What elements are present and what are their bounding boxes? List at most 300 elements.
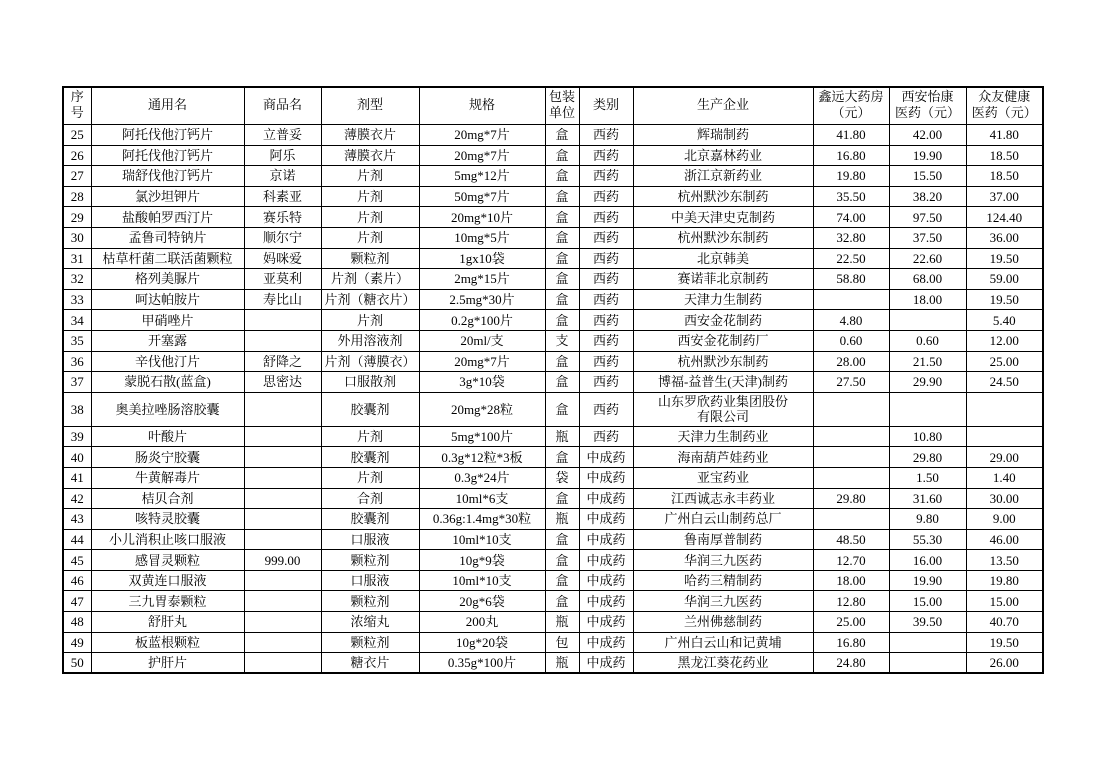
cell-spec: 0.3g*24片 — [419, 467, 545, 488]
table-row — [63, 612, 1043, 633]
cell-category: 中成药 — [579, 653, 633, 674]
cell-dosage-form: 片剂 — [321, 310, 419, 331]
table-row — [63, 351, 1043, 372]
cell-manufacturer: 浙江京新药业 — [633, 166, 813, 187]
cell-generic-name: 奥美拉唑肠溶胶囊 — [91, 392, 244, 426]
cell-price-xinyuanda: 35.50 — [813, 186, 889, 207]
cell-dosage-form: 片剂 — [321, 207, 419, 228]
table-row — [63, 330, 1043, 351]
cell-seq: 41 — [63, 467, 91, 488]
cell-seq: 44 — [63, 529, 91, 550]
cell-price-yikang: 9.80 — [889, 509, 966, 530]
cell-unit: 盒 — [545, 227, 579, 248]
cell-dosage-form: 口服液 — [321, 570, 419, 591]
cell-unit: 支 — [545, 330, 579, 351]
table-header-row — [63, 87, 1043, 125]
cell-seq: 31 — [63, 248, 91, 269]
cell-category: 中成药 — [579, 467, 633, 488]
cell-dosage-form: 颗粒剂 — [321, 550, 419, 571]
cell-spec: 10g*9袋 — [419, 550, 545, 571]
cell-seq: 36 — [63, 351, 91, 372]
header-label: 通用名 — [147, 98, 187, 113]
cell-price-yikang: 19.90 — [889, 145, 966, 166]
cell-price-xinyuanda: 29.80 — [813, 488, 889, 509]
cell-unit: 盒 — [545, 488, 579, 509]
cell-unit: 盒 — [545, 166, 579, 187]
cell-spec: 10ml*10支 — [419, 570, 545, 591]
cell-seq: 48 — [63, 612, 91, 633]
header-label: 规格 — [468, 98, 495, 113]
cell-generic-name: 感冒灵颗粒 — [91, 550, 244, 571]
cell-manufacturer: 哈药三精制药 — [633, 570, 813, 591]
cell-dosage-form: 口服散剂 — [321, 372, 419, 393]
cell-price-yikang: 21.50 — [889, 351, 966, 372]
cell-unit: 盒 — [545, 145, 579, 166]
cell-manufacturer: 天津力生制药 — [633, 289, 813, 310]
cell-price-yikang: 68.00 — [889, 269, 966, 290]
cell-price-zhongyou: 36.00 — [966, 227, 1043, 248]
cell-price-yikang: 15.00 — [889, 591, 966, 612]
cell-price-zhongyou: 18.50 — [966, 166, 1043, 187]
cell-price-yikang: 15.50 — [889, 166, 966, 187]
table-row — [63, 591, 1043, 612]
cell-price-zhongyou: 19.50 — [966, 632, 1043, 653]
cell-price-xinyuanda: 24.80 — [813, 653, 889, 674]
cell-seq: 29 — [63, 207, 91, 228]
cell-spec: 50mg*7片 — [419, 186, 545, 207]
cell-spec: 5mg*12片 — [419, 166, 545, 187]
cell-price-xinyuanda — [813, 467, 889, 488]
header-label: 类别 — [592, 98, 619, 113]
cell-category: 西药 — [579, 186, 633, 207]
cell-category: 中成药 — [579, 570, 633, 591]
header-label: 包装 — [548, 90, 575, 105]
cell-seq: 25 — [63, 125, 91, 146]
cell-price-zhongyou — [966, 392, 1043, 426]
cell-price-zhongyou: 19.80 — [966, 570, 1043, 591]
cell-generic-name: 双黄连口服液 — [91, 570, 244, 591]
cell-spec: 5mg*100片 — [419, 426, 545, 447]
table-row — [63, 488, 1043, 509]
cell-generic-name: 盐酸帕罗西汀片 — [91, 207, 244, 228]
cell-price-xinyuanda: 48.50 — [813, 529, 889, 550]
cell-price-zhongyou: 18.50 — [966, 145, 1043, 166]
cell-dosage-form: 胶囊剂 — [321, 447, 419, 468]
cell-category: 中成药 — [579, 447, 633, 468]
cell-generic-name: 格列美脲片 — [91, 269, 244, 290]
cell-brand — [244, 447, 321, 468]
header-label: 鑫远大药房 — [818, 90, 884, 105]
cell-price-zhongyou: 41.80 — [966, 125, 1043, 146]
cell-spec: 20mg*7片 — [419, 145, 545, 166]
cell-category: 西药 — [579, 145, 633, 166]
cell-unit: 袋 — [545, 467, 579, 488]
cell-unit: 盒 — [545, 591, 579, 612]
cell-price-zhongyou: 19.50 — [966, 248, 1043, 269]
cell-category: 中成药 — [579, 488, 633, 509]
header-label: 生产企业 — [696, 98, 749, 113]
cell-dosage-form: 片剂 — [321, 166, 419, 187]
cell-category: 西药 — [579, 166, 633, 187]
cell-price-xinyuanda: 4.80 — [813, 310, 889, 331]
table-row — [63, 125, 1043, 146]
cell-dosage-form: 薄膜衣片 — [321, 145, 419, 166]
table-row — [63, 310, 1043, 331]
cell-brand — [244, 632, 321, 653]
cell-generic-name: 孟鲁司特钠片 — [91, 227, 244, 248]
cell-price-zhongyou: 30.00 — [966, 488, 1043, 509]
cell-price-zhongyou: 15.00 — [966, 591, 1043, 612]
cell-brand: 思密达 — [244, 372, 321, 393]
cell-spec: 20mg*7片 — [419, 351, 545, 372]
cell-manufacturer: 杭州默沙东制药 — [633, 351, 813, 372]
cell-manufacturer: 中美天津史克制药 — [633, 207, 813, 228]
cell-price-zhongyou: 24.50 — [966, 372, 1043, 393]
cell-price-xinyuanda: 22.50 — [813, 248, 889, 269]
cell-price-yikang — [889, 653, 966, 674]
table-row — [63, 467, 1043, 488]
cell-category: 中成药 — [579, 550, 633, 571]
cell-unit: 盒 — [545, 186, 579, 207]
header-price-zhongyou — [966, 87, 1043, 125]
cell-seq: 40 — [63, 447, 91, 468]
cell-unit: 盒 — [545, 529, 579, 550]
cell-price-xinyuanda — [813, 392, 889, 426]
cell-price-yikang: 1.50 — [889, 467, 966, 488]
cell-price-xinyuanda — [813, 447, 889, 468]
cell-category: 西药 — [579, 125, 633, 146]
table-row — [63, 145, 1043, 166]
cell-unit: 盒 — [545, 550, 579, 571]
cell-brand: 京诺 — [244, 166, 321, 187]
cell-unit: 盒 — [545, 269, 579, 290]
cell-price-xinyuanda: 58.80 — [813, 269, 889, 290]
cell-price-yikang — [889, 310, 966, 331]
cell-seq: 30 — [63, 227, 91, 248]
header-brand — [244, 87, 321, 125]
cell-unit: 包 — [545, 632, 579, 653]
cell-price-zhongyou: 40.70 — [966, 612, 1043, 633]
cell-spec: 1gx10袋 — [419, 248, 545, 269]
header-price-yikang — [889, 87, 966, 125]
cell-unit: 盒 — [545, 570, 579, 591]
cell-price-yikang: 29.90 — [889, 372, 966, 393]
cell-spec: 200丸 — [419, 612, 545, 633]
table-row — [63, 392, 1043, 426]
cell-brand — [244, 570, 321, 591]
cell-seq: 37 — [63, 372, 91, 393]
cell-brand: 科素亚 — [244, 186, 321, 207]
cell-generic-name: 板蓝根颗粒 — [91, 632, 244, 653]
cell-dosage-form: 浓缩丸 — [321, 612, 419, 633]
cell-price-xinyuanda: 0.60 — [813, 330, 889, 351]
cell-spec: 0.2g*100片 — [419, 310, 545, 331]
cell-dosage-form: 薄膜衣片 — [321, 125, 419, 146]
cell-manufacturer: 海南葫芦娃药业 — [633, 447, 813, 468]
cell-price-yikang: 19.90 — [889, 570, 966, 591]
cell-seq: 47 — [63, 591, 91, 612]
cell-generic-name: 瑞舒伐他汀钙片 — [91, 166, 244, 187]
cell-price-yikang: 0.60 — [889, 330, 966, 351]
cell-generic-name: 阿托伐他汀钙片 — [91, 125, 244, 146]
cell-price-xinyuanda: 16.80 — [813, 145, 889, 166]
cell-category: 西药 — [579, 227, 633, 248]
cell-spec: 3g*10袋 — [419, 372, 545, 393]
cell-manufacturer: 江西诚志永丰药业 — [633, 488, 813, 509]
cell-generic-name: 小儿消积止咳口服液 — [91, 529, 244, 550]
cell-unit: 盒 — [545, 392, 579, 426]
cell-seq: 45 — [63, 550, 91, 571]
cell-manufacturer: 天津力生制药业 — [633, 426, 813, 447]
cell-dosage-form: 颗粒剂 — [321, 248, 419, 269]
price-table — [62, 86, 1044, 674]
cell-category: 西药 — [579, 392, 633, 426]
cell-price-zhongyou: 46.00 — [966, 529, 1043, 550]
cell-category: 西药 — [579, 351, 633, 372]
cell-seq: 39 — [63, 426, 91, 447]
cell-unit: 瓶 — [545, 509, 579, 530]
cell-brand: 寿比山 — [244, 289, 321, 310]
cell-price-zhongyou: 19.50 — [966, 289, 1043, 310]
cell-spec: 20mg*7片 — [419, 125, 545, 146]
cell-dosage-form: 胶囊剂 — [321, 509, 419, 530]
cell-seq: 32 — [63, 269, 91, 290]
cell-manufacturer: 杭州默沙东制药 — [633, 227, 813, 248]
header-label: 医药（元） — [971, 106, 1037, 121]
cell-price-yikang: 97.50 — [889, 207, 966, 228]
cell-seq: 50 — [63, 653, 91, 674]
cell-generic-name: 牛黄解毒片 — [91, 467, 244, 488]
table-row — [63, 570, 1043, 591]
cell-generic-name: 蒙脱石散(蓝盒) — [91, 372, 244, 393]
cell-dosage-form: 片剂（薄膜衣） — [321, 351, 419, 372]
cell-category: 西药 — [579, 310, 633, 331]
cell-price-yikang: 18.00 — [889, 289, 966, 310]
cell-price-xinyuanda: 27.50 — [813, 372, 889, 393]
cell-price-xinyuanda: 41.80 — [813, 125, 889, 146]
cell-price-yikang: 16.00 — [889, 550, 966, 571]
cell-dosage-form: 合剂 — [321, 488, 419, 509]
cell-category: 中成药 — [579, 632, 633, 653]
table-row — [63, 632, 1043, 653]
cell-seq: 33 — [63, 289, 91, 310]
cell-manufacturer: 杭州默沙东制药 — [633, 186, 813, 207]
cell-unit: 盒 — [545, 207, 579, 228]
cell-dosage-form: 片剂 — [321, 467, 419, 488]
cell-dosage-form: 颗粒剂 — [321, 632, 419, 653]
cell-unit: 瓶 — [545, 426, 579, 447]
header-category — [579, 87, 633, 125]
cell-price-xinyuanda — [813, 509, 889, 530]
cell-seq: 46 — [63, 570, 91, 591]
cell-price-zhongyou: 13.50 — [966, 550, 1043, 571]
cell-manufacturer: 兰州佛慈制药 — [633, 612, 813, 633]
cell-price-xinyuanda: 28.00 — [813, 351, 889, 372]
cell-unit: 盒 — [545, 447, 579, 468]
cell-manufacturer: 黑龙江葵花药业 — [633, 653, 813, 674]
cell-unit: 盒 — [545, 372, 579, 393]
cell-dosage-form: 片剂 — [321, 227, 419, 248]
cell-spec: 20ml/支 — [419, 330, 545, 351]
cell-price-yikang: 38.20 — [889, 186, 966, 207]
cell-price-yikang: 31.60 — [889, 488, 966, 509]
cell-spec: 0.35g*100片 — [419, 653, 545, 674]
cell-spec: 2.5mg*30片 — [419, 289, 545, 310]
cell-brand — [244, 467, 321, 488]
cell-price-yikang — [889, 392, 966, 426]
cell-price-zhongyou: 9.00 — [966, 509, 1043, 530]
cell-brand — [244, 612, 321, 633]
table-row — [63, 550, 1043, 571]
cell-unit: 盒 — [545, 248, 579, 269]
cell-spec: 0.36g:1.4mg*30粒 — [419, 509, 545, 530]
cell-price-zhongyou — [966, 426, 1043, 447]
cell-seq: 42 — [63, 488, 91, 509]
cell-price-zhongyou: 25.00 — [966, 351, 1043, 372]
header-manufacturer — [633, 87, 813, 125]
cell-category: 中成药 — [579, 591, 633, 612]
cell-category: 西药 — [579, 269, 633, 290]
cell-spec: 10mg*5片 — [419, 227, 545, 248]
header-label: （元） — [831, 106, 871, 121]
cell-manufacturer: 北京嘉林药业 — [633, 145, 813, 166]
cell-manufacturer: 辉瑞制药 — [633, 125, 813, 146]
cell-price-xinyuanda: 12.80 — [813, 591, 889, 612]
cell-price-zhongyou: 59.00 — [966, 269, 1043, 290]
cell-seq: 34 — [63, 310, 91, 331]
cell-seq: 27 — [63, 166, 91, 187]
cell-dosage-form: 片剂 — [321, 186, 419, 207]
cell-price-zhongyou: 1.40 — [966, 467, 1043, 488]
cell-seq: 38 — [63, 392, 91, 426]
cell-dosage-form: 片剂 — [321, 426, 419, 447]
header-label: 商品名 — [262, 98, 302, 113]
cell-brand: 妈咪爱 — [244, 248, 321, 269]
table-row — [63, 447, 1043, 468]
cell-price-zhongyou: 5.40 — [966, 310, 1043, 331]
cell-brand: 立普妥 — [244, 125, 321, 146]
cell-seq: 49 — [63, 632, 91, 653]
table-row — [63, 186, 1043, 207]
cell-unit: 盒 — [545, 351, 579, 372]
cell-spec: 10ml*10支 — [419, 529, 545, 550]
cell-price-xinyuanda: 18.00 — [813, 570, 889, 591]
cell-spec: 10g*20袋 — [419, 632, 545, 653]
cell-brand — [244, 488, 321, 509]
cell-price-yikang: 42.00 — [889, 125, 966, 146]
table-row — [63, 372, 1043, 393]
header-seq — [63, 87, 91, 125]
cell-dosage-form: 糖衣片 — [321, 653, 419, 674]
cell-generic-name: 舒肝丸 — [91, 612, 244, 633]
cell-manufacturer: 西安金花制药 — [633, 310, 813, 331]
table-row — [63, 653, 1043, 674]
header-label: 众友健康 — [978, 90, 1031, 105]
cell-price-yikang: 29.80 — [889, 447, 966, 468]
cell-manufacturer: 亚宝药业 — [633, 467, 813, 488]
cell-manufacturer: 广州白云山制药总厂 — [633, 509, 813, 530]
cell-spec: 20mg*10片 — [419, 207, 545, 228]
cell-dosage-form: 口服液 — [321, 529, 419, 550]
table-row — [63, 509, 1043, 530]
header-label: 号 — [70, 106, 84, 121]
table-body — [63, 125, 1043, 674]
cell-category: 西药 — [579, 289, 633, 310]
cell-price-xinyuanda: 19.80 — [813, 166, 889, 187]
cell-unit: 瓶 — [545, 612, 579, 633]
cell-generic-name: 肠炎宁胶囊 — [91, 447, 244, 468]
cell-dosage-form: 外用溶液剂 — [321, 330, 419, 351]
header-dosage-form — [321, 87, 419, 125]
table-row — [63, 227, 1043, 248]
cell-brand: 999.00 — [244, 550, 321, 571]
cell-manufacturer: 山东罗欣药业集团股份有限公司 — [633, 392, 813, 426]
cell-price-yikang — [889, 632, 966, 653]
cell-manufacturer: 鲁南厚普制药 — [633, 529, 813, 550]
cell-brand — [244, 653, 321, 674]
cell-category: 中成药 — [579, 612, 633, 633]
table-row — [63, 529, 1043, 550]
header-label: 序 — [70, 90, 84, 105]
cell-seq: 28 — [63, 186, 91, 207]
cell-price-yikang: 37.50 — [889, 227, 966, 248]
cell-price-zhongyou: 26.00 — [966, 653, 1043, 674]
table-row — [63, 207, 1043, 228]
cell-unit: 盒 — [545, 289, 579, 310]
cell-generic-name: 枯草杆菌二联活菌颗粒 — [91, 248, 244, 269]
header-label: 医药（元） — [894, 106, 960, 121]
cell-price-yikang: 10.80 — [889, 426, 966, 447]
header-generic-name — [91, 87, 244, 125]
cell-spec: 2mg*15片 — [419, 269, 545, 290]
cell-generic-name: 氯沙坦钾片 — [91, 186, 244, 207]
cell-seq: 43 — [63, 509, 91, 530]
cell-generic-name: 甲硝唑片 — [91, 310, 244, 331]
header-label: 西安怡康 — [901, 90, 954, 105]
cell-generic-name: 叶酸片 — [91, 426, 244, 447]
cell-brand — [244, 330, 321, 351]
cell-generic-name: 呵达帕胺片 — [91, 289, 244, 310]
cell-unit: 盒 — [545, 310, 579, 331]
cell-generic-name: 阿托伐他汀钙片 — [91, 145, 244, 166]
cell-price-zhongyou: 12.00 — [966, 330, 1043, 351]
header-price-xinyuanda — [813, 87, 889, 125]
cell-price-yikang: 55.30 — [889, 529, 966, 550]
cell-category: 西药 — [579, 207, 633, 228]
cell-spec: 20g*6袋 — [419, 591, 545, 612]
cell-price-xinyuanda: 74.00 — [813, 207, 889, 228]
cell-manufacturer: 广州白云山和记黄埔 — [633, 632, 813, 653]
cell-brand — [244, 426, 321, 447]
cell-manufacturer: 博福-益普生(天津)制药 — [633, 372, 813, 393]
cell-price-xinyuanda — [813, 289, 889, 310]
cell-category: 西药 — [579, 248, 633, 269]
cell-dosage-form: 片剂（素片） — [321, 269, 419, 290]
header-unit — [545, 87, 579, 125]
cell-brand: 亚莫利 — [244, 269, 321, 290]
cell-generic-name: 辛伐他汀片 — [91, 351, 244, 372]
cell-manufacturer: 北京韩美 — [633, 248, 813, 269]
cell-price-xinyuanda: 16.80 — [813, 632, 889, 653]
cell-brand: 顺尔宁 — [244, 227, 321, 248]
cell-brand: 阿乐 — [244, 145, 321, 166]
cell-manufacturer: 赛诺菲北京制药 — [633, 269, 813, 290]
cell-brand — [244, 591, 321, 612]
cell-category: 西药 — [579, 330, 633, 351]
cell-brand: 舒降之 — [244, 351, 321, 372]
cell-brand — [244, 310, 321, 331]
cell-manufacturer: 西安金花制药厂 — [633, 330, 813, 351]
